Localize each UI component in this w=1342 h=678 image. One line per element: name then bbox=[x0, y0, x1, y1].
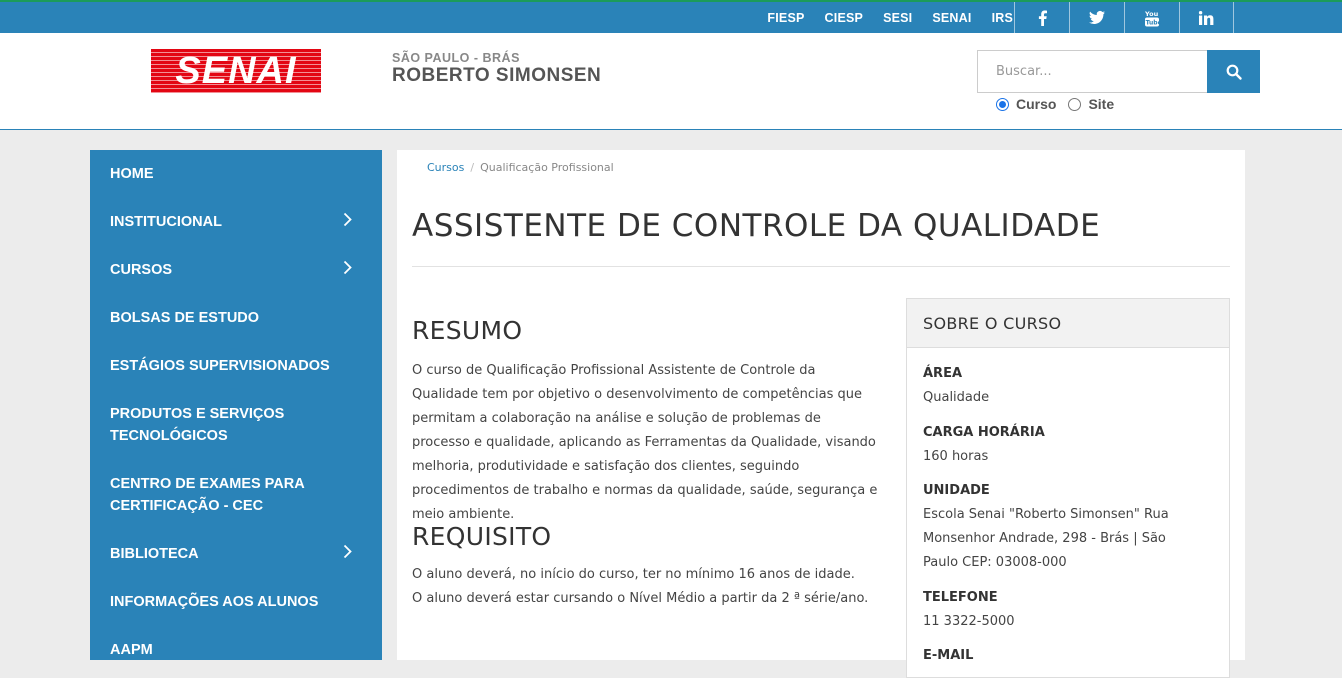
twitter-icon[interactable] bbox=[1069, 2, 1124, 33]
federation-links bbox=[747, 2, 1013, 33]
top-bar bbox=[0, 0, 1342, 33]
search-icon bbox=[1226, 64, 1242, 80]
sidebar-item-informacoes[interactable]: INFORMAÇÕES AOS ALUNOS bbox=[110, 594, 319, 610]
resumo-heading: RESUMO bbox=[412, 316, 523, 345]
unidade-value: Escola Senai "Roberto Simonsen" Rua Monsenhor Andrade, 298 - Brás | São Paulo CEP: 03008-000 bbox=[923, 507, 1169, 570]
radio-curso[interactable] bbox=[996, 98, 1009, 111]
svg-text:Tube: Tube bbox=[1145, 19, 1162, 26]
telefone-value: 11 3322-5000 bbox=[923, 614, 1015, 629]
senai-logo[interactable] bbox=[151, 49, 321, 93]
sidebar-item-home[interactable]: HOME bbox=[110, 166, 154, 182]
search-input[interactable]: Buscar... bbox=[977, 50, 1208, 93]
breadcrumb bbox=[427, 161, 614, 174]
sidebar-item-cursos[interactable]: CURSOS bbox=[110, 259, 370, 281]
ciesp-link[interactable]: CIESP bbox=[824, 10, 864, 25]
requisito-line-2: O aluno deverá estar cursando o Nível Médio a partir da 2 ª série/ano. bbox=[412, 591, 869, 606]
fiesp-link[interactable]: FIESP bbox=[767, 10, 805, 25]
sidebar-nav bbox=[90, 150, 382, 660]
breadcrumb-cursos[interactable]: Cursos bbox=[427, 161, 465, 174]
linkedin-icon[interactable] bbox=[1179, 2, 1234, 33]
site-header bbox=[0, 33, 1342, 130]
sidebar-item-estagios[interactable]: ESTÁGIOS SUPERVISIONADOS bbox=[110, 358, 330, 374]
radio-curso-label: Curso bbox=[1016, 96, 1057, 112]
main-content bbox=[397, 150, 1245, 663]
sidebar-item-bolsas[interactable]: BOLSAS DE ESTUDO bbox=[110, 310, 260, 326]
carga-value: 160 horas bbox=[923, 449, 989, 464]
unidade-label: UNIDADE bbox=[923, 483, 990, 498]
sidebar-item-produtos[interactable]: PRODUTOS E SERVIÇOS TECNOLÓGICOS bbox=[110, 406, 285, 444]
senai-link[interactable]: SENAI bbox=[932, 10, 972, 25]
sidebar-item-cec[interactable]: CENTRO DE EXAMES PARA CERTIFICAÇÃO - CEC bbox=[110, 476, 305, 514]
chevron-right-icon bbox=[343, 544, 352, 559]
sidebar-item-aapm[interactable]: AAPM bbox=[110, 642, 153, 658]
chevron-right-icon bbox=[343, 260, 352, 275]
sidebar-item-biblioteca[interactable]: BIBLIOTECA bbox=[110, 543, 370, 565]
svg-text:You: You bbox=[1145, 9, 1159, 18]
area-label: ÁREA bbox=[923, 366, 963, 381]
search-scope bbox=[996, 96, 1126, 112]
sesi-link[interactable]: SESI bbox=[883, 10, 913, 25]
search-button[interactable] bbox=[1207, 50, 1260, 93]
area-value: Qualidade bbox=[923, 390, 990, 405]
about-course-box bbox=[906, 298, 1230, 678]
unit-name: ROBERTO SIMONSEN bbox=[392, 65, 602, 86]
youtube-icon[interactable] bbox=[1124, 2, 1179, 33]
breadcrumb-current: Qualificação Profissional bbox=[480, 161, 614, 174]
logo-text: SENAI bbox=[175, 49, 297, 92]
radio-site[interactable] bbox=[1068, 98, 1081, 111]
facebook-icon[interactable] bbox=[1014, 2, 1069, 33]
unit-subtitle: SÃO PAULO - BRÁS bbox=[392, 51, 520, 65]
chevron-right-icon bbox=[343, 212, 352, 227]
radio-site-label: Site bbox=[1088, 96, 1115, 112]
telefone-label: TELEFONE bbox=[923, 590, 998, 605]
carga-label: CARGA HORÁRIA bbox=[923, 425, 1045, 440]
email-label: E-MAIL bbox=[923, 648, 974, 663]
breadcrumb-separator: / bbox=[470, 161, 475, 174]
title-divider bbox=[412, 266, 1230, 267]
sidebar-item-institucional[interactable]: INSTITUCIONAL bbox=[110, 211, 370, 233]
requisito-heading: REQUISITO bbox=[412, 522, 552, 551]
requisito-line-1: O aluno deverá, no início do curso, ter no mínimo 16 anos de idade. bbox=[412, 567, 855, 582]
page-title: ASSISTENTE DE CONTROLE DA QUALIDADE bbox=[412, 208, 1101, 244]
social-links bbox=[1014, 2, 1234, 33]
about-heading: SOBRE O CURSO bbox=[907, 299, 1229, 348]
irs-link[interactable]: IRS bbox=[991, 10, 1013, 25]
resumo-text: O curso de Qualificação Profissional Assistente de Controle da Qualidade tem por objetivo o desenvolvimento de competências que permitam a colaboração na análise e solução de problemas de processo e qualidade, aplicando as Ferramentas da Qualidade, visando melhoria, produtividade e satisfação dos clientes, seguindo procedimentos de trabalho e normas da qualidade, saúde, segurança e meio ambiente. bbox=[412, 363, 878, 522]
